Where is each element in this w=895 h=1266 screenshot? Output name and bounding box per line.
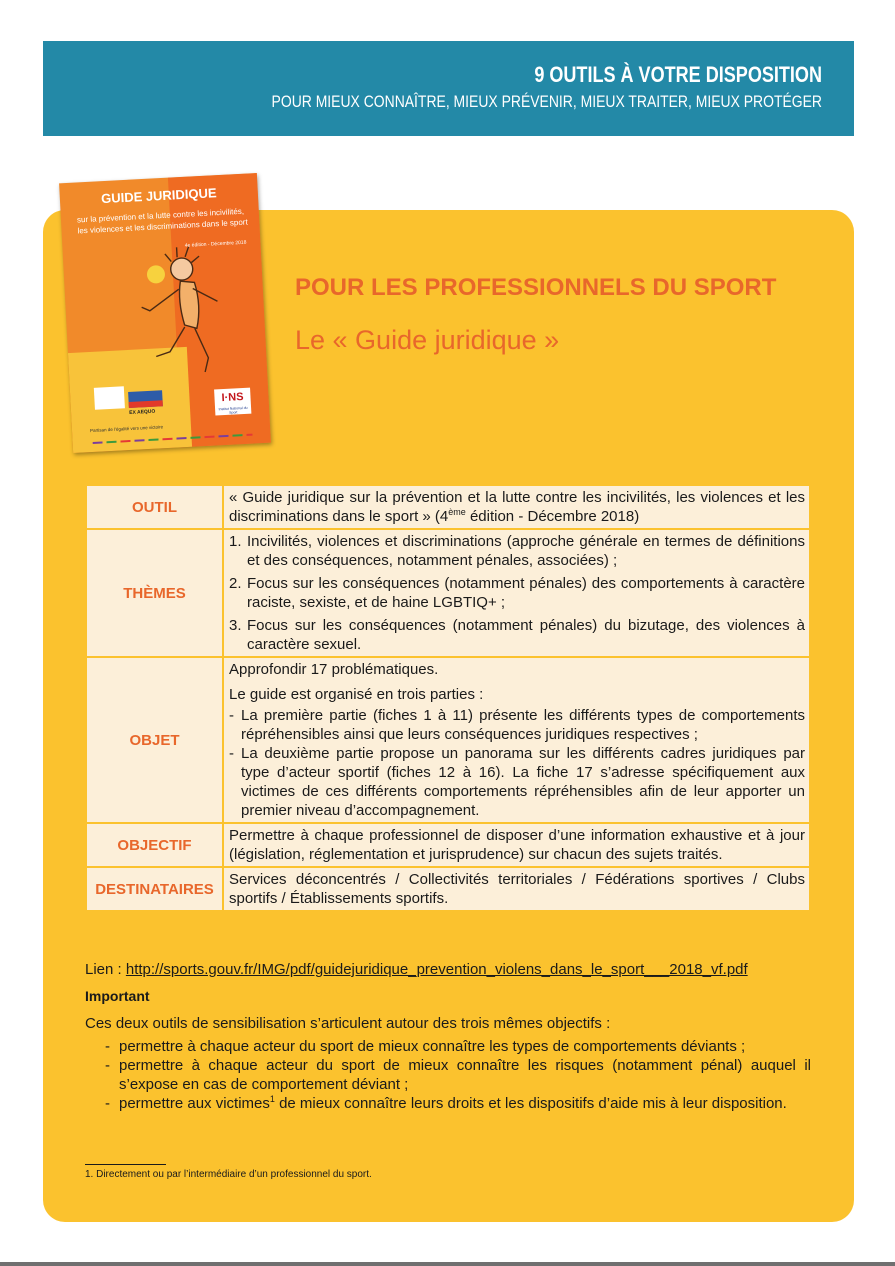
page-bottom-edge [0, 1262, 895, 1266]
objet-line: Le guide est organisé en trois parties : [229, 686, 484, 703]
objectives-section [85, 960, 811, 1113]
list-number: 1. [229, 533, 242, 550]
list-item: - permettre à chaque acteur du sport de mieux connaître les types de comportements déviants ; [85, 1037, 811, 1056]
list-item [229, 532, 805, 570]
list-item: - permettre à chaque acteur du sport de mieux connaître les risques (notamment pénal) auquel il s’expose en cas de comportement déviant ; [85, 1056, 811, 1094]
link-line [85, 960, 811, 979]
cover-edition: 4e édition - Décembre 2018 [184, 239, 247, 249]
exaequo-logo-text: EX AEQUO [129, 408, 156, 417]
objet-line: Approfondir 17 problématiques. [229, 661, 439, 678]
objectives-intro: Ces deux outils de sensibilisation s’articulent autour des trois mêmes objectifs : [85, 1015, 611, 1032]
list-item [229, 574, 805, 612]
outil-text-after: édition - Décembre 2018) [465, 508, 640, 525]
section-heading: POUR LES PROFESSIONNELS DU SPORT [295, 274, 777, 301]
republique-logo [94, 386, 125, 410]
exaequo-logo [128, 390, 163, 408]
table-row-outil [86, 485, 810, 529]
list-item: - La première partie (fiches 1 à 11) présente les différents types de comportements répréhensibles ainsi que leurs conséquences juridiques respectives ; [229, 706, 805, 744]
row-label: OBJET [86, 657, 223, 823]
table-row-objectif [86, 823, 810, 867]
destinataires-value: Services déconcentrés / Collectivités territoriales / Fédérations sportives / Clubs sportifs / Établissements sportifs. [223, 867, 810, 911]
list-number: 3. [229, 617, 242, 634]
list-text: Focus sur les conséquences (notamment pénales) du bizutage, des violences à caractère sexuel. [247, 617, 805, 653]
item-text: de mieux connaître leurs droits et les dispositifs d’aide mis à leur disposition. [274, 1095, 787, 1112]
row-label: OBJECTIF [86, 823, 223, 867]
footnote-ref[interactable]: 1 [269, 1094, 275, 1104]
cover-footer: Partisan de l'égalité vers une victoire [89, 424, 164, 434]
important-heading: Important [85, 988, 150, 1004]
themes-value [223, 529, 810, 657]
cover-title: GUIDE JURIDIQUE [100, 185, 217, 207]
guide-link[interactable]: http://sports.gouv.fr/IMG/pdf/guidejuridique_prevention_violens_dans_le_sport___2018_vf.pdf [125, 961, 748, 978]
item-text: permettre aux victimes [119, 1095, 270, 1112]
link-label: Lien : [85, 961, 126, 978]
row-label: THÈMES [86, 529, 223, 657]
row-label: DESTINATAIRES [86, 867, 223, 911]
table-row-destinataires [86, 867, 810, 911]
list-text: Incivilités, violences et discriminations (approche générale en termes de définitions et des conséquences, notamment pénales, associées) ; [247, 533, 805, 569]
guide-info-table [85, 484, 811, 912]
objet-value [223, 657, 810, 823]
header-banner [43, 41, 854, 136]
outil-value [223, 485, 810, 529]
cover-subtitle: sur la prévention et la lutte contre les incivilités, les violences et les discriminations dans le sport [76, 206, 248, 236]
list-item: - La deuxième partie propose un panorama sur les différents cadres juridiques par type d’acteur sportif (fiches 12 à 16). La fiche 17 s’adresse spécifiquement aux victimes de ces différents comportements répréhensibles afin de leur apporter un premier niveau d’accompagnement. [229, 744, 805, 820]
list-text: Focus sur les conséquences (notamment pénales) des comportements à caractère raciste, sexiste, et de haine LGBTIQ+ ; [247, 575, 805, 611]
list-item [85, 1094, 811, 1113]
table-row-objet [86, 657, 810, 823]
ins-logo: I·NS [214, 388, 251, 416]
row-label: OUTIL [86, 485, 223, 529]
header-title: 9 OUTILS À VOTRE DISPOSITION [534, 62, 822, 87]
objectif-value: Permettre à chaque professionnel de disposer d’une information exhaustive et à jour (législation, réglementation et jurisprudence) sur chacun des sujets traités. [223, 823, 810, 867]
list-item [229, 616, 805, 654]
footnote: 1. Directement ou par l’intermédiaire d’un professionnel du sport. [85, 1169, 372, 1180]
outil-superscript: ème [448, 507, 466, 517]
table-row-themes [86, 529, 810, 657]
header-subtitle: POUR MIEUX CONNAÎTRE, MIEUX PRÉVENIR, MIEUX TRAITER, MIEUX PROTÉGER [271, 92, 822, 111]
footnote-divider [85, 1164, 166, 1165]
ins-logo-subtitle: Institut National du Sport [218, 405, 248, 415]
list-number: 2. [229, 575, 242, 592]
section-subheading: Le « Guide juridique » [295, 325, 560, 355]
guide-cover-image [59, 173, 271, 453]
outil-text-before: « Guide juridique sur la prévention et la lutte contre les incivilités, les violences et les discriminations dans le sport » (4 [229, 489, 805, 525]
